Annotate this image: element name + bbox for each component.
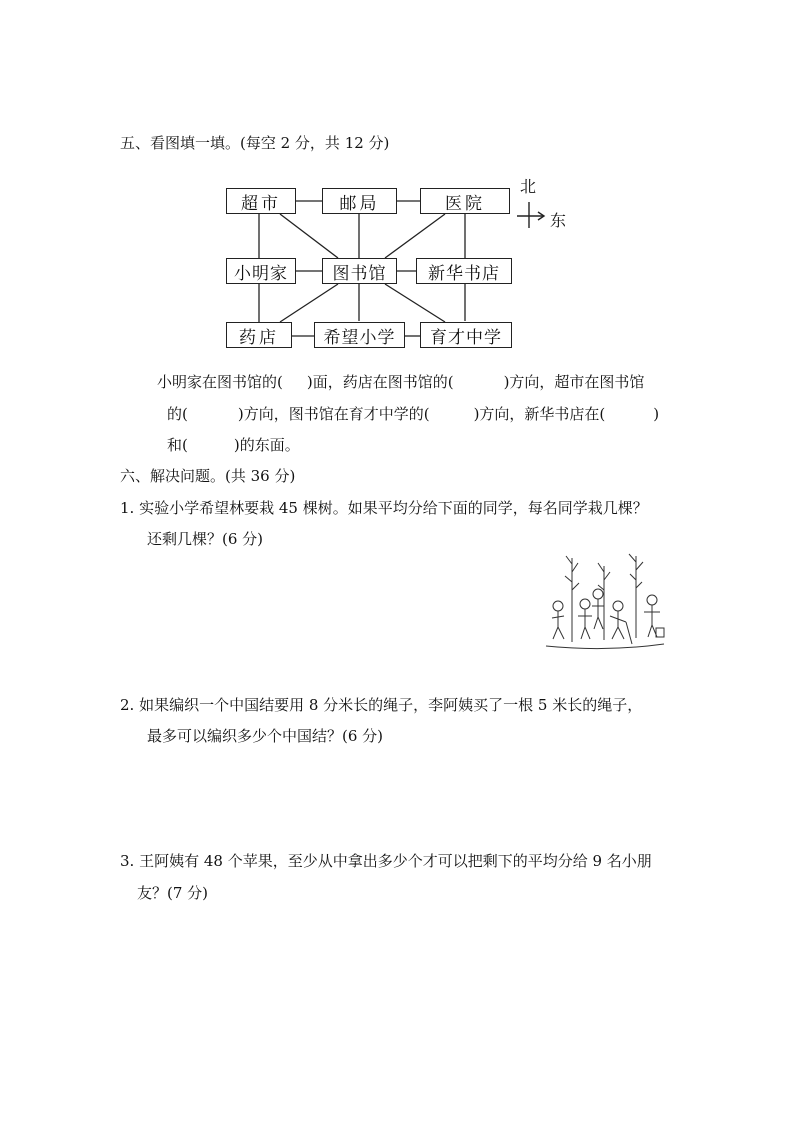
map-box-xiaoming-home: 小明家 [226,258,296,284]
fill-text: )方向，图书馆在育才中学的( [237,405,430,423]
question-1-line-2: 还剩几棵？(6 分) [147,530,264,548]
question-3-line-2: 友？(7 分) [137,884,209,902]
map-box-yucai-school: 育才中学 [420,322,512,348]
map-box-xinhua-bookstore: 新华书店 [416,258,512,284]
compass-north-label: 北 [520,177,537,196]
compass-cross-icon [517,202,544,228]
children-planting-trees-icon [540,550,670,658]
map-box-hope-school: 希望小学 [314,322,405,348]
fill-text: 和( [167,436,188,454]
question-2-line-1: 2. 如果编织一个中国结要用 8 分米长的绳子，李阿姨买了一根 5 米长的绳子， [120,696,643,714]
fill-line-2 [167,404,659,424]
section-6-title: 六、解决问题。(共 36 分) [120,467,296,485]
fill-text: 的( [167,405,188,423]
question-2-line-2: 最多可以编织多少个中国结？(6 分) [147,727,384,745]
fill-text: ) [653,405,660,423]
section-5-title: 五、看图填一填。(每空 2 分，共 12 分) [120,134,390,152]
map-box-supermarket: 超市 [226,188,296,214]
fill-text: )的东面。 [233,436,300,454]
fill-line-3 [167,435,300,455]
fill-text: 小明家在图书馆的( [157,373,283,391]
question-1-line-1: 1. 实验小学希望林要栽 45 棵树。如果平均分给下面的同学，每名同学栽几棵？ [120,499,648,517]
compass-east-label: 东 [550,211,567,230]
fill-text: )方向，新华书店在( [473,405,606,423]
map-box-post-office: 邮局 [322,188,397,214]
map-box-library: 图书馆 [322,258,397,284]
fill-text: )面，药店在图书馆的( [306,373,454,391]
question-3-line-1: 3. 王阿姨有 48 个苹果，至少从中拿出多少个才可以把剩下的平均分给 9 名小朋 [120,852,652,870]
map-box-pharmacy: 药店 [226,322,292,348]
map-box-hospital: 医院 [420,188,510,214]
fill-line-1 [157,372,644,392]
fill-text: )方向，超市在图书馆 [503,373,645,391]
